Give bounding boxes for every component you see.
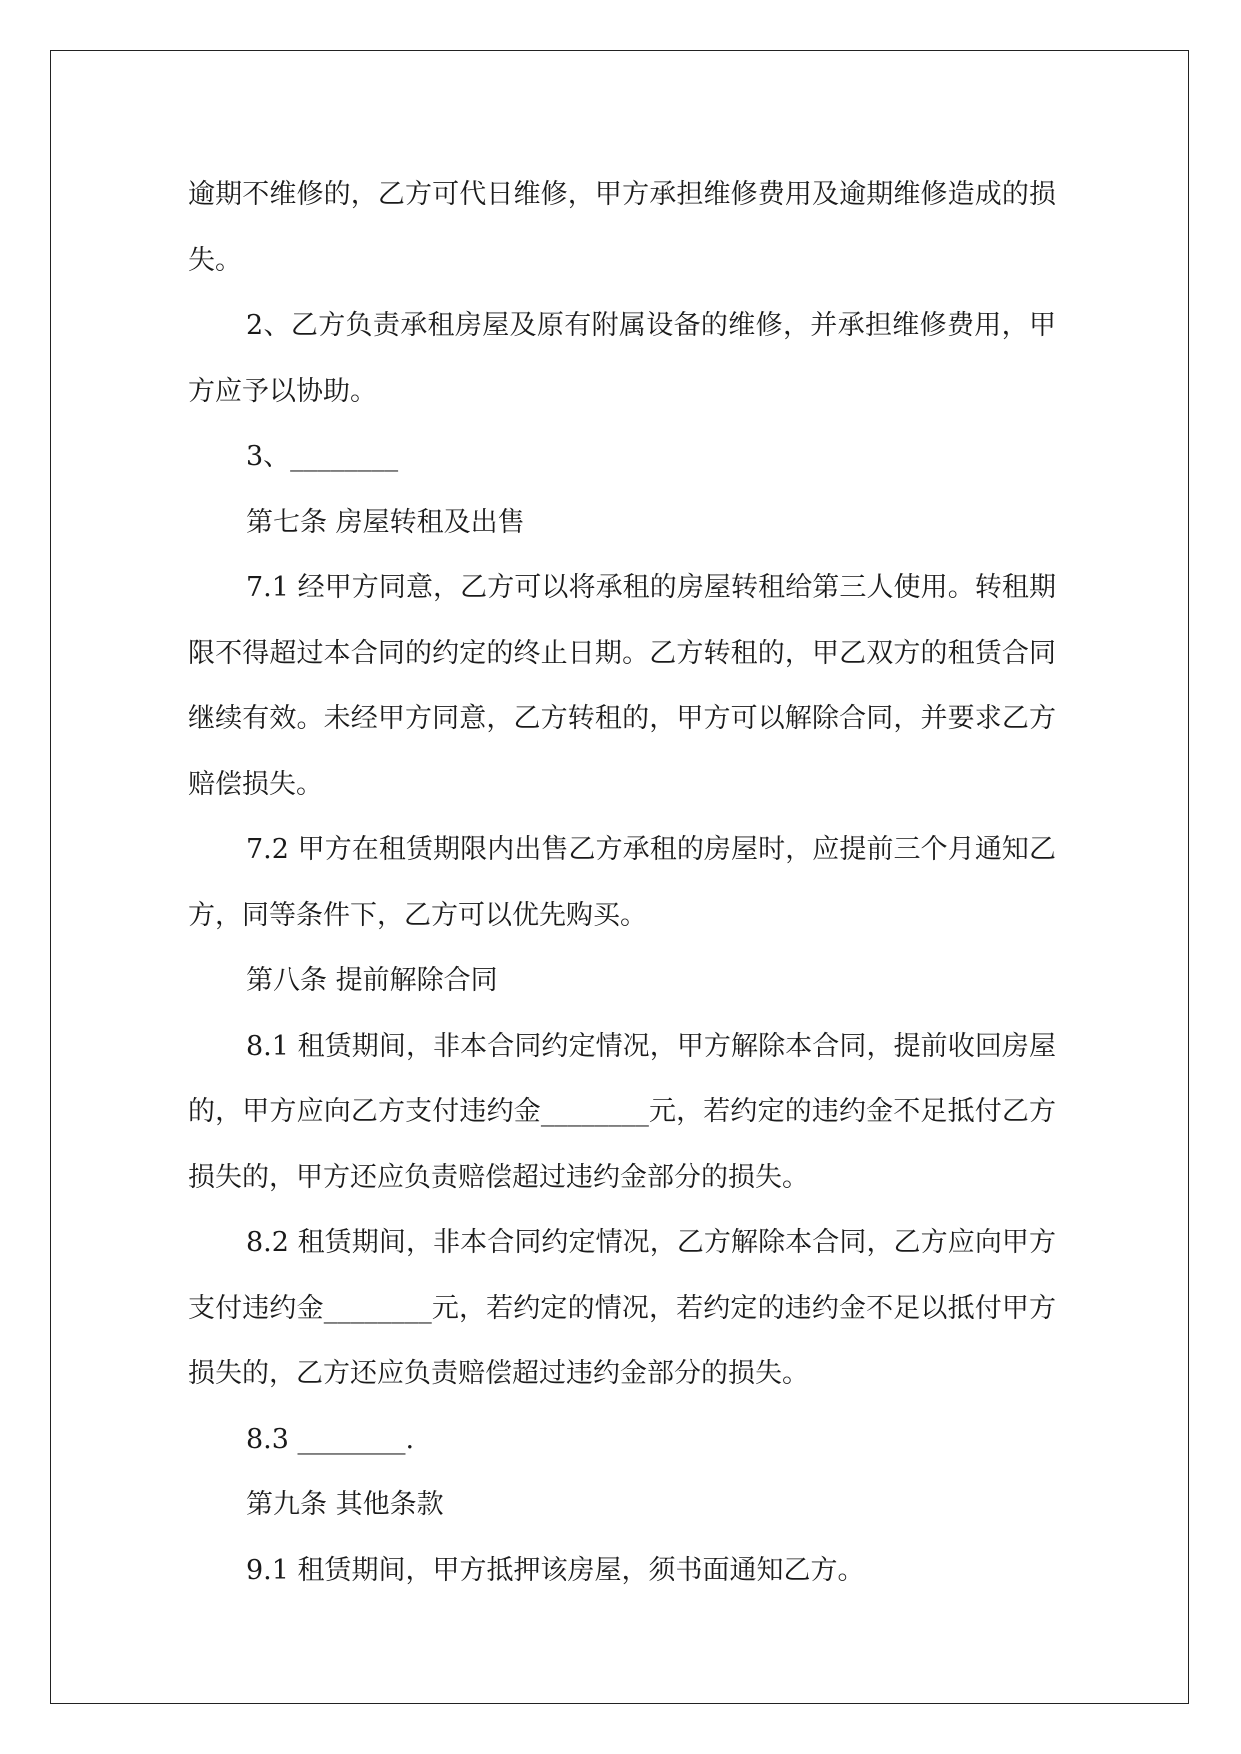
paragraph-8-3: 8.3 ________. [246, 1423, 415, 1455]
paragraph-8-1: 8.1 租赁期间，非本合同约定情况，甲方解除本合同，提前收回房屋的，甲方应向乙方支付违约金________元，若约定的违约金不足抵付乙方损失的，甲方还应负责赔偿超过违约金部分的损失。 [188, 1030, 1056, 1193]
paragraph-7-1: 7.1 经甲方同意，乙方可以将承租的房屋转租给第三人使用。转租期限不得超过本合同的约定的终止日期。乙方转租的，甲乙双方的租赁合同继续有效。未经甲方同意，乙方转租的，甲方可以解除合同，并要求乙方赔偿损失。 [188, 572, 1056, 800]
paragraph-8-2: 8.2 租赁期间，非本合同约定情况，乙方解除本合同，乙方应向甲方支付违约金________元，若约定的情况，若约定的违约金不足以抵付甲方损失的，乙方还应负责赔偿超过违约金部分的损失。 [188, 1227, 1056, 1389]
document-body [188, 162, 1056, 1603]
paragraph-clause-3: 3、________ [246, 441, 399, 472]
heading-article-7: 第七条 房屋转租及出售 [246, 506, 525, 538]
heading-article-9: 第九条 其他条款 [246, 1489, 444, 1520]
paragraph-9-1: 9.1 租赁期间，甲方抵押该房屋，须书面通知乙方。 [246, 1554, 865, 1586]
heading-article-8: 第八条 提前解除合同 [246, 965, 498, 996]
paragraph-clause-2: 2、乙方负责承租房屋及原有附属设备的维修，并承担维修费用，甲方应予以协助。 [188, 310, 1056, 407]
paragraph-repair-overdue: 逾期不维修的，乙方可代日维修，甲方承担维修费用及逾期维修造成的损失。 [188, 179, 1056, 276]
paragraph-7-2: 7.2 甲方在租赁期限内出售乙方承租的房屋时，应提前三个月通知乙方，同等条件下，乙方可以优先购买。 [188, 834, 1056, 931]
